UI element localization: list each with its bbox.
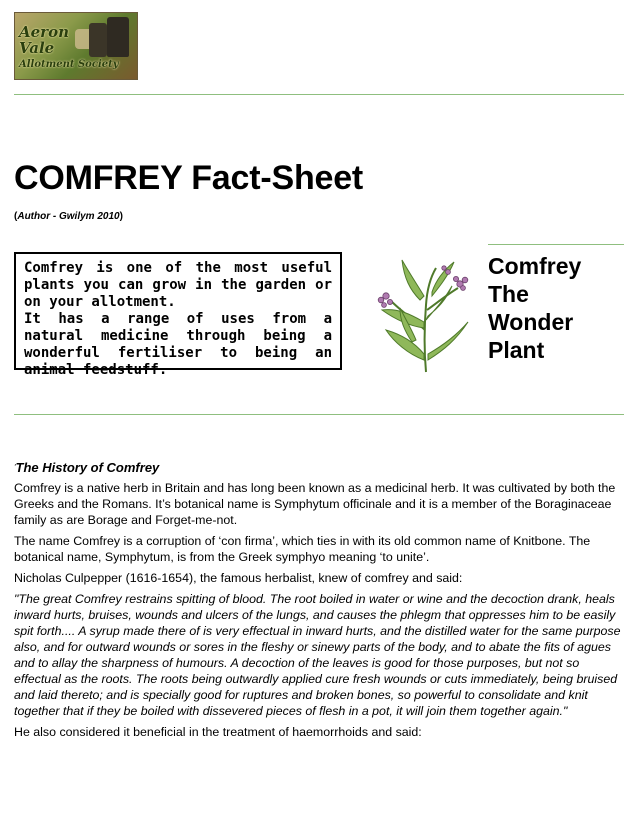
comfrey-plant-illustration [364, 250, 478, 374]
logo-text-line1: Aeron [19, 23, 69, 41]
author-close-paren: ) [119, 211, 123, 222]
paragraph: He also considered it beneficial in the treatment of haemorrhoids and said: [14, 725, 422, 739]
author-text: Author - Gwilym 2010 [17, 211, 120, 222]
section-heading-text: The History of Comfrey [15, 460, 160, 475]
side-title [488, 252, 628, 364]
intro-box [14, 252, 342, 378]
intro-paragraph: It has a range of uses from a natural medicine through being a wonderful fertiliser to being an animal feedstuff. [24, 311, 332, 378]
paragraph: Comfrey is a native herb in Britain and has long been known as a medicinal herb. It was cultivated by both the Greeks and the Romans. It’s botanical name is Symphytum officinale and it is a member of the Boraginaceae family as are Borage and Forget-me-not. [14, 481, 616, 527]
culpepper-quote: "The great Comfrey restrains spitting of blood. The root boiled in water or wine and the decoction drank, heals inward hurts, bruises, wounds and ulcers of the lungs, and causes the phlegm that oppresses him to be easily spit forth.... A syrup made there of is very effectual in inward hurts, and the distilled water for the same purpose also, and for outward wounds or sores in the fleshy or sinewy parts of the body, and to abate the fits of agues and to allay the sharpness of humours. A decoction of the leaves is good for those purposes, but not so effectual as the roots. The roots being outwardly applied cure fresh wounds or cuts immediately, being bruised and laid thereto; and is specially good for ruptures and broken bones, so powerful to consolidate and knit together that if they be boiled with dissevered pieces of flesh in a pot, it will join them together again." [14, 592, 621, 718]
paragraph: Nicholas Culpepper (1616-1654), the famous herbalist, knew of comfrey and said: [14, 571, 463, 585]
side-title-line: The [488, 281, 529, 307]
author-open-paren: ( [14, 211, 18, 222]
header-divider [14, 94, 624, 95]
boot-shape [89, 23, 107, 57]
side-divider [488, 244, 624, 245]
section-divider [14, 414, 624, 415]
side-title-line: Comfrey [488, 253, 582, 279]
logo-text-line2: Vale [19, 39, 55, 57]
paragraph: The name Comfrey is a corruption of ‘con firma’, which ties in with its old common name of Knitbone. The botanical name, Symphytum, is from the Greek symphyo meaning ‘to unite’. [14, 534, 591, 564]
author-line [14, 211, 123, 222]
page-title: COMFREY Fact-Sheet [14, 159, 364, 197]
history-section [14, 460, 624, 745]
side-title-line: Plant [488, 337, 545, 363]
section-heading [14, 460, 624, 476]
intro-paragraph: Comfrey is one of the most useful plants you can grow in the garden or on your allotment. [24, 260, 332, 310]
heading-quote-mark: ' [14, 463, 16, 472]
boot-shape [107, 17, 129, 57]
side-title-line: Wonder [488, 309, 574, 335]
society-logo [14, 12, 138, 80]
logo-text-line3: Allotment Society [19, 59, 119, 70]
